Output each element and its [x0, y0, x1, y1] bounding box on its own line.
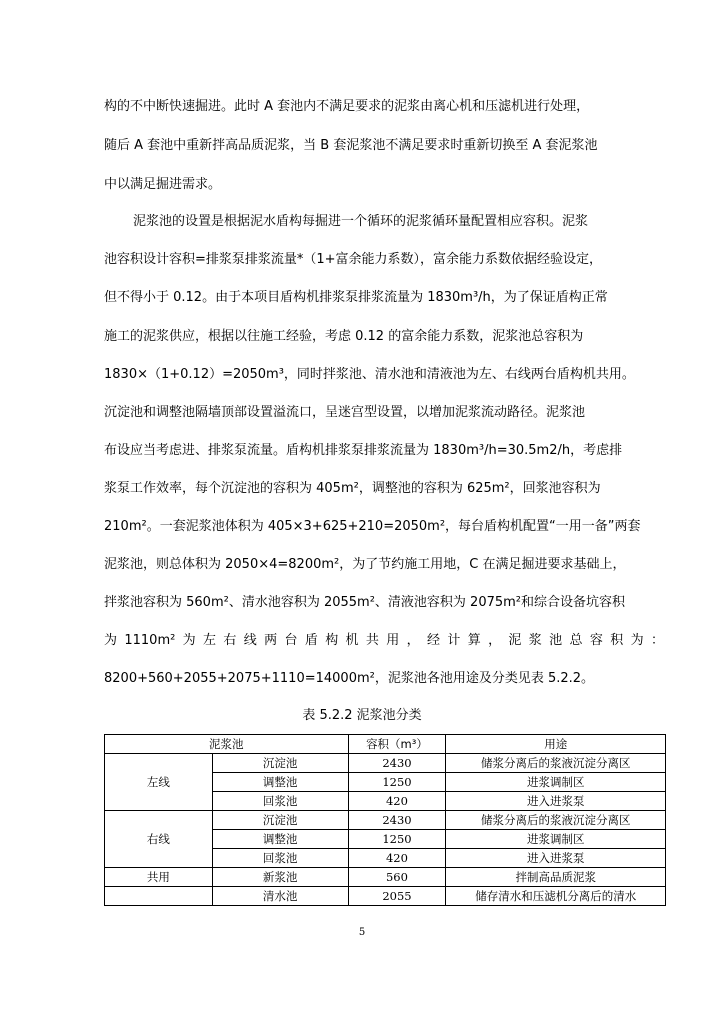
use-cell: 储存清水和压滤机分离后的清水 [446, 887, 666, 906]
justified-word: 经 [426, 633, 440, 648]
justified-word: 机 [345, 633, 359, 648]
pool-cell: 调整池 [212, 773, 348, 792]
justified-word: 左 [203, 633, 217, 648]
justified-word: 容 [589, 633, 603, 648]
justified-word: 浆 [528, 633, 542, 648]
body-line: 浆泵工作效率，每个沉淀池的容积为 405m²，调整池的容积为 625m²，回浆池容积为 [104, 481, 601, 496]
body-line: 构的不中断快速掘进。此时 A 套池内不满足要求的泥浆由离心机和压滤机进行处理， [104, 99, 590, 114]
table-row [105, 754, 666, 773]
body-line: 泥浆池的设置是根据泥水盾构每掘进一个循环的泥浆循环量配置相应容积。泥浆 [133, 214, 589, 229]
body-line: 但不得小于 0.12。由于本项目盾构机排浆泵排浆流量为 1830m³/h，为了保证盾构正常 [104, 290, 608, 305]
table-row [105, 811, 666, 830]
pool-cell: 回浆池 [212, 792, 348, 811]
justified-word: 计 [447, 633, 461, 648]
justified-word: ： [650, 633, 664, 648]
justified-word: 算 [467, 633, 481, 648]
body-line: 拌浆池容积为 560m²、清水池容积为 2055m²、清液池容积为 2075m²和综合设备坑容积 [104, 595, 626, 610]
justified-word: 右 [223, 633, 237, 648]
group-cell: 左线 [105, 754, 213, 811]
table-row [105, 868, 666, 887]
justified-word: 池 [549, 633, 563, 648]
justified-word: 用 [386, 633, 400, 648]
justified-word: 为 [182, 633, 196, 648]
volume-cell: 560 [348, 868, 446, 887]
volume-cell: 2430 [348, 811, 446, 830]
body-line: 池容积设计容积=排浆泵排浆流量*（1+富余能力系数），富余能力系数依据经验设定， [104, 252, 603, 267]
body-line: 施工的泥浆供应，根据以往施工经验，考虑 0.12 的富余能力系数，泥浆池总容积为 [104, 329, 584, 344]
pool-table [104, 734, 666, 906]
body-line: 泥浆池，则总体积为 2050×4=8200m²，为了节约施工用地，C 在满足掘进要求基础上， [104, 557, 626, 572]
volume-cell: 420 [348, 792, 446, 811]
table-row [105, 887, 666, 906]
volume-cell: 1250 [348, 773, 446, 792]
use-cell: 进入进浆泵 [446, 792, 666, 811]
justified-word: 盾 [304, 633, 318, 648]
volume-cell: 420 [348, 849, 446, 868]
pool-cell: 清水池 [212, 887, 348, 906]
pool-cell: 新浆池 [212, 868, 348, 887]
group-cell: 右线 [105, 811, 213, 868]
pool-cell: 沉淀池 [212, 811, 348, 830]
justified-word: 构 [325, 633, 339, 648]
page-number: 5 [358, 927, 366, 938]
header-use: 用途 [446, 735, 666, 754]
body-line: 8200+560+2055+2075+1110=14000m²，泥浆池各池用途及分类见表 5.2.2。 [104, 671, 595, 686]
justified-word: 线 [243, 633, 257, 648]
body-line: 中以满足掘进需求。 [104, 177, 222, 192]
volume-cell: 2430 [348, 754, 446, 773]
use-cell: 储浆分离后的浆液沉淀分离区 [446, 811, 666, 830]
header-pool: 泥浆池 [105, 735, 349, 754]
table-caption: 表 5.2.2 泥浆池分类 [302, 708, 422, 723]
pool-cell: 回浆池 [212, 849, 348, 868]
justified-word: ， [406, 633, 420, 648]
header-volume: 容积（m³） [348, 735, 446, 754]
pool-cell: 沉淀池 [212, 754, 348, 773]
group-cell: 共用 [105, 868, 213, 887]
justified-word: 为 [630, 633, 644, 648]
use-cell: 进浆调制区 [446, 773, 666, 792]
justified-word: ， [488, 633, 502, 648]
justified-word: 泥 [508, 633, 522, 648]
group-cell-empty [105, 887, 213, 906]
body-line: 随后 A 套池中重新拌高品质泥浆，当 B 套泥浆池不满足要求时重新切换至 A 套泥浆池 [104, 138, 598, 153]
use-cell: 储浆分离后的浆液沉淀分离区 [446, 754, 666, 773]
body-line-justified [104, 632, 664, 650]
table-header-row [105, 735, 666, 754]
justified-word: 共 [365, 633, 379, 648]
use-cell: 进浆调制区 [446, 830, 666, 849]
body-line: 布设应当考虑进、排浆泵流量。盾构机排浆泵排浆流量为 1830m³/h=30.5m2/h，考虑排 [104, 443, 623, 458]
justified-word: 台 [284, 633, 298, 648]
use-cell: 拌制高品质泥浆 [446, 868, 666, 887]
justified-word: 总 [569, 633, 583, 648]
justified-word: 为 [104, 633, 118, 648]
volume-cell: 2055 [348, 887, 446, 906]
volume-cell: 1250 [348, 830, 446, 849]
justified-word: 两 [264, 633, 278, 648]
body-line: 1830×（1+0.12）=2050m³，同时拌浆池、清水池和清液池为左、右线两台盾构机共用。 [104, 367, 635, 382]
justified-word: 1110m² [124, 633, 176, 648]
use-cell: 进入进浆泵 [446, 849, 666, 868]
justified-word: 积 [610, 633, 624, 648]
body-line: 沉淀池和调整池隔墙顶部设置溢流口，呈迷宫型设置，以增加泥浆流动路径。泥浆池 [104, 405, 586, 420]
pool-cell: 调整池 [212, 830, 348, 849]
body-line: 210m²。一套泥浆池体积为 405×3+625+210=2050m²，每台盾构机配置“一用一备”两套 [104, 519, 641, 534]
